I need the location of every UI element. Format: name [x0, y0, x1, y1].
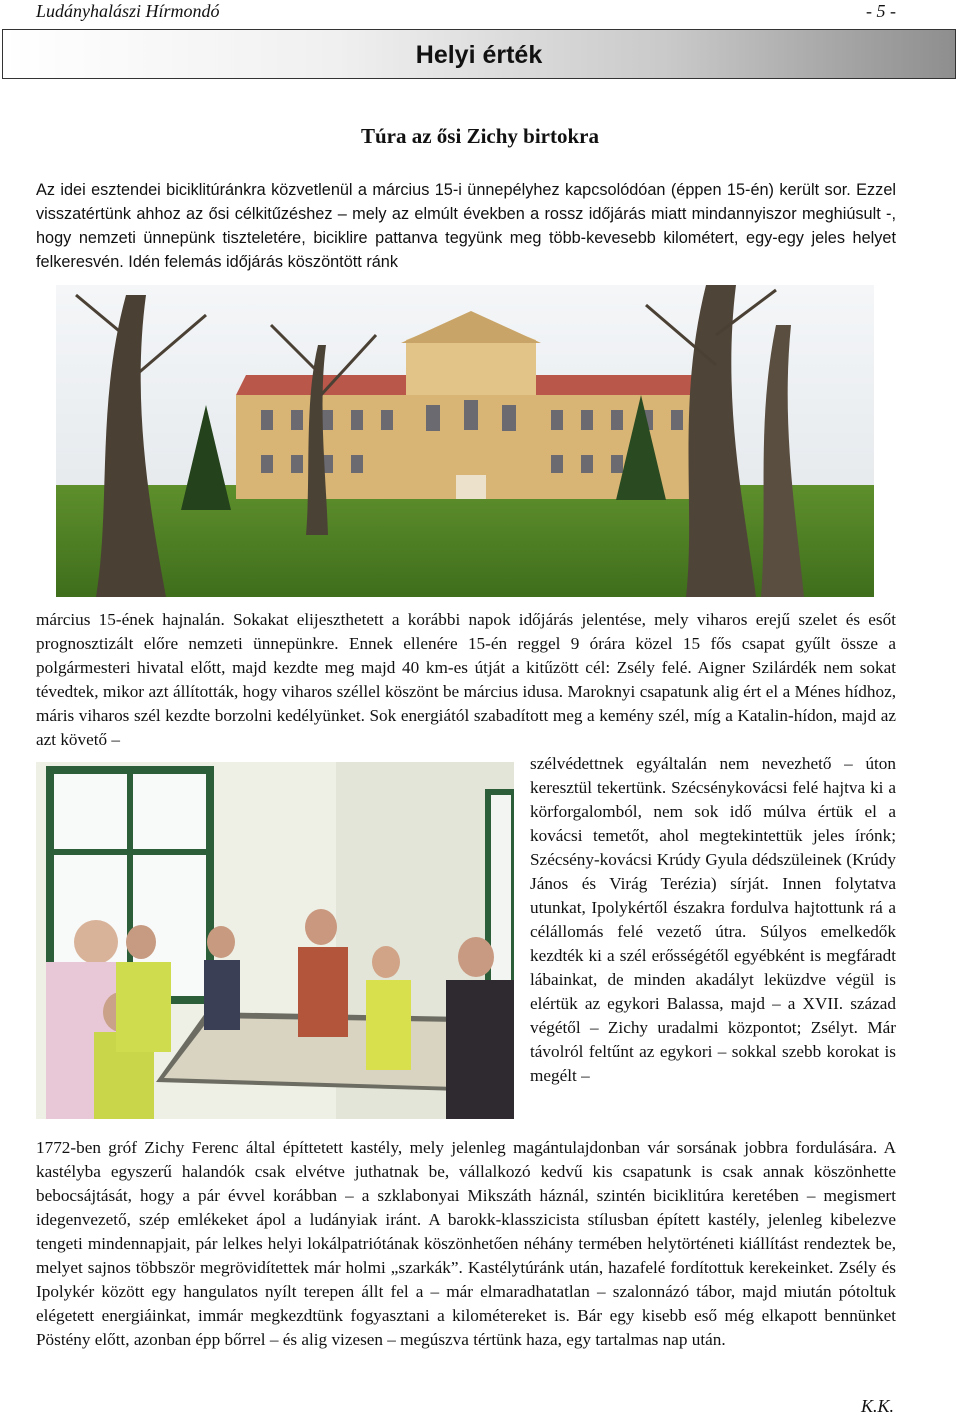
paragraph-intro: Az idei esztendei biciklitúránkra közvetlenül a március 15-i ünnepélyhez kapcsolódóan (éppen 15-én) került sor. Ezzel visszatértünk ahhoz az ősi célkitűzéshez – mely az elmúlt években a rossz időjárás miatt mindannyiszor meghiúsult -, hogy nemzeti ünnepünk tiszteletére, biciklire pattanva tegyünk meg több-kevesebb kilométert, egy-egy jeles helyet felkeresvén. Idén felemás időjárás köszöntött ránk	[36, 181, 896, 271]
publication-name: Ludányhalászi Hírmondó	[36, 1, 220, 21]
article-title: Túra az ősi Zichy birtokra	[360, 124, 599, 148]
castle-photo	[56, 285, 874, 597]
running-header	[36, 0, 896, 22]
page-number: - 5 -	[866, 1, 896, 21]
section-title: Helyi érték	[415, 41, 543, 69]
paragraph-main: március 15-ének hajnalán. Sokakat elijeszthetett a korábbi napok időjárás jelentése, mely viharos erejű szelet és esőt prognosztizált előre nemzeti ünnepünkre. Ennek ellenére 15-én reggel 9 órára közel 15 fős csapat gyűlt össze a polgármesteri hivatal előtt, majd kezdte meg majd 40 km-es útját a kitűzött cél: Zsély felé. Aigner Szilárdék nem sokat tévedtek, mikor azt állították, hogy viharos széllel köszönt be március idusa. Maroknyi csapatunk alig ért el a Ménes hídhoz, máris viharos szél kezdte borzolni kedélyünket. Sok energiától szabadított meg a kemény szél, míg a Katalin-hídon, majd az azt követő –	[36, 610, 896, 749]
section-banner	[2, 29, 956, 79]
exhibition-photo	[36, 762, 514, 1119]
paragraph-side: szélvédettnek egyáltalán nem nevezhető – úton keresztül tekertünk. Szécsénykovácsi felé hajtva ki a körforgalomból, nem sok idő múlva értük el a kovácsi temetőt, ahol megtekintettük jeles írónk; Szécsény-kovácsi Krúdy Gyula dédszüleinek (Krúdy János és Virág Terézia) sírját. Innen folytatva utunkat, Ipolykértől északra fordulva hajtottunk rá a célállomás felé vezető útra. Súlyos emelkedők kezdték ki a szél erősségétől egyébként is megfáradt lábainkat, de minden akadályt leküzdve végül is elértük az egykori Balassa, majd – a XVII. század végétől – Zichy uradalmi központot; Zsélyt. Már távolról feltűnt az egykori – sokkal szebb korokat is megélt –	[530, 754, 896, 1085]
author-signature: K.K.	[860, 1396, 894, 1416]
paragraph-end: 1772-ben gróf Zichy Ferenc által építtetett kastély, mely jelenleg magántulajdonban vár sorsának jobbra fordulására. A kastélyba egyszerű halandók csak elvétve juthatnak be, vállalkozó kedvű kis csapatunk is csak annak köszönhette bebocsájtását, hogy a pár évvel korábban – a szklabonyai Mikszáth háznál, szintén biciklitúra keretében – megismert idegenvezető, szép emlékeket ápol a ludányiak iránt. A barokk-klasszicista stílusban épített kastély, jelenleg kibelezve tengeti mindennapjait, pár lelkes helyi lokálpatriótának köszönhetően néhány termében helytörténeti kiállítást rendeztek be, melyet sajnos többször megrövidítettek már holmi „szarkák”. Kastélytúránk után, hazafelé fordítottuk kerekeinket. Zsély és Ipolykér között egy hangulatos nyílt terepen állt fel a – már elmaradhatatlan – szalonnázó tábor, majd miután pótoltuk elégetett energiáinkat, immár megkezdtünk fogyasztani a kilométereket is. Bár egy kisebb eső még elkapott bennünket Pöstény előtt, azonban épp bőrrel – és alig vizesen – megúszva tértünk haza, egy tartalmas nap után.	[36, 1138, 896, 1349]
